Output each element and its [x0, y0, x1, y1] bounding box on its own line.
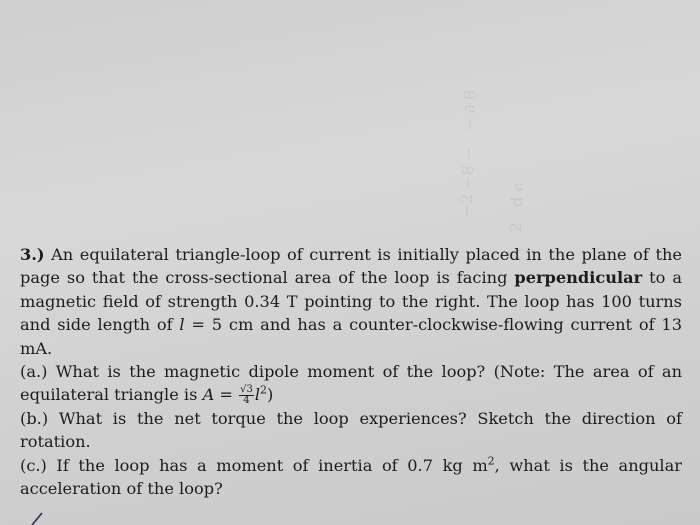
- problem-3: [20, 243, 682, 500]
- area-formula-variable: l: [254, 385, 261, 405]
- part-c-exponent: 2: [487, 454, 495, 468]
- problem-number: 3.): [20, 245, 45, 264]
- problem-intro: [20, 243, 682, 360]
- part-a-text: What is the magnetic dipole moment of the loop? (Note: The area of an equilateral triangle is: [20, 362, 682, 405]
- part-a: [20, 360, 682, 407]
- part-c: [20, 454, 682, 501]
- fraction-denominator: 4: [243, 395, 250, 407]
- intro-text-3: = 5 cm and has a counter-clockwise-flowing current of 13 mA.: [20, 315, 682, 358]
- side-length-variable: l: [179, 315, 185, 335]
- part-b-label: (b.): [20, 408, 49, 428]
- part-c-text-1: If the loop has a moment of inertia of 0.7 kg m: [56, 455, 488, 475]
- pen-mark: [28, 509, 52, 525]
- part-c-label: (c.): [20, 455, 47, 475]
- part-c-text-2: , what is the angular acceleration of the loop?: [20, 455, 682, 499]
- part-b-text: What is the net torque the loop experiences? Sketch the direction of rotation.: [20, 408, 682, 452]
- intro-text-1: An equilateral triangle-loop of current is initially placed in the plane of the page so that the cross-sectional area of the loop is facing: [20, 245, 682, 288]
- part-b: [20, 407, 682, 454]
- area-formula-fraction: [239, 385, 254, 406]
- fraction-numerator: √3: [240, 384, 253, 396]
- area-formula-lhs: A =: [202, 385, 239, 405]
- part-a-label: (a.): [20, 362, 48, 382]
- intro-bold-word: perpendicular: [514, 268, 643, 288]
- intro-text-2: to a magnetic field of strength 0.34 T pointing to the right. The loop has 100 turns and side length of: [20, 268, 682, 335]
- part-a-close: ): [267, 385, 274, 405]
- area-formula-exponent: 2: [260, 384, 268, 398]
- back-page-show-through: −2 −8 − − ∂ θ Λ 2 d e: [456, 89, 527, 260]
